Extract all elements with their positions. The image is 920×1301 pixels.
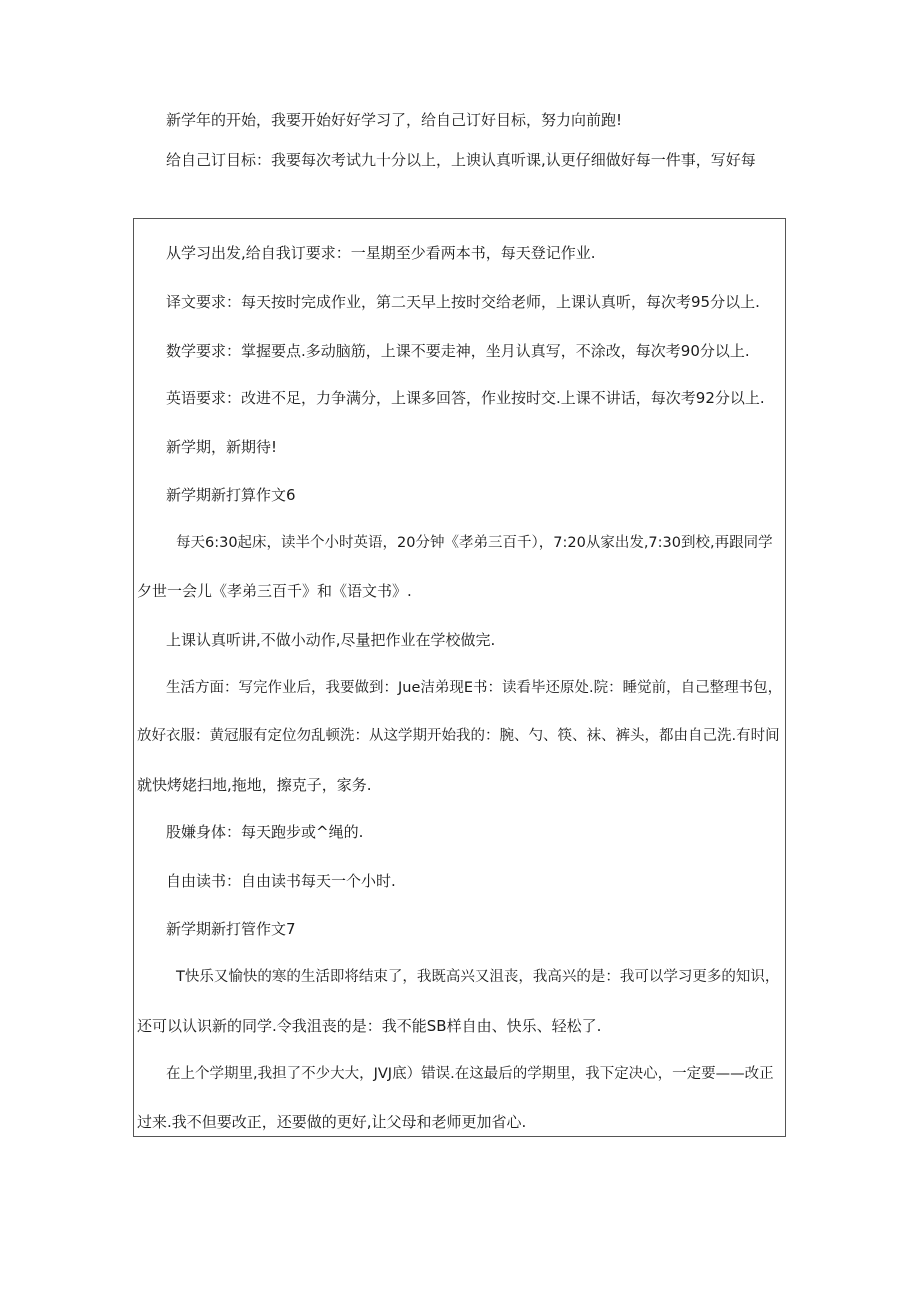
section-heading: 新学期新打管作文7 [166,920,296,938]
box-line: 新学期，新期待! [166,438,278,456]
box-line: 英语要求：改进不足，力争满分，上课多回答，作业按时交.上课不讲话，每次考92分以上. [166,389,765,407]
box-line: 自由读书：自由读书每天一个小时. [166,872,396,890]
box-line: 从学习出发,给自我订要求：一星期至少看两本书，每天登记作业. [166,244,596,262]
box-line: 夕世一会儿《孝弟三百千》和《语文书》. [137,582,412,600]
box-line: 放好衣服：黄冠服有定位勿乱顿洗：从这学期开始我的：腕、勺、筷、袜、裤头，都由自己洗.有时间 [137,728,780,744]
box-line: 生活方面：写完作业后，我要做到：Jue洁弟现E书：读看毕还原处.院：睡觉前，自己整理书包， [166,680,783,696]
box-line: 每天6:30起床，读半个小时英语，20分钟《孝弟三百千），7:20从家出发,7:30到校,再跟同学 [176,535,773,551]
box-line: 上课认真听讲,不做小动作,尽量把作业在学校做完. [166,631,496,649]
box-line: 译文要求：每天按时完成作业，第二天早上按时交给老师，上课认真听，每次考95分以上. [166,293,760,311]
box-line: 过来.我不但要改正，还要做的更好,让父母和老师更加省心. [137,1113,527,1131]
section-heading: 新学期新打算作文6 [166,486,296,504]
box-line: 在上个学期里,我担了不少大大，JVJ底）错误.在这最后的学期里，我下定决心，一定要——改正 [166,1066,774,1082]
intro-paragraph-2: 给自己订目标：我要每次考试九十分以上，上谀认真听课,认更仔细做好每一件事，写好每 [166,151,756,169]
box-line: 还可以认识新的同学.令我沮丧的是：我不能SB样自由、快乐、轻松了. [137,1017,602,1035]
intro-paragraph-1: 新学年的开始，我要开始好好学习了，给自己订好目标，努力向前跑! [166,111,623,129]
box-line: 就快烤姥扫地,拖地，擦克子，家务. [137,776,372,794]
box-line: 股嫌身体：每天跑步或^绳的. [166,823,364,841]
box-line: T快乐又愉快的寒的生活即将结束了，我既高兴又沮丧，我高兴的是：我可以学习更多的知识， [176,969,780,985]
box-line: 数学要求：掌握要点.多动脑筋，上课不要走神，坐月认真写，不涂改，每次考90分以上. [166,342,750,360]
